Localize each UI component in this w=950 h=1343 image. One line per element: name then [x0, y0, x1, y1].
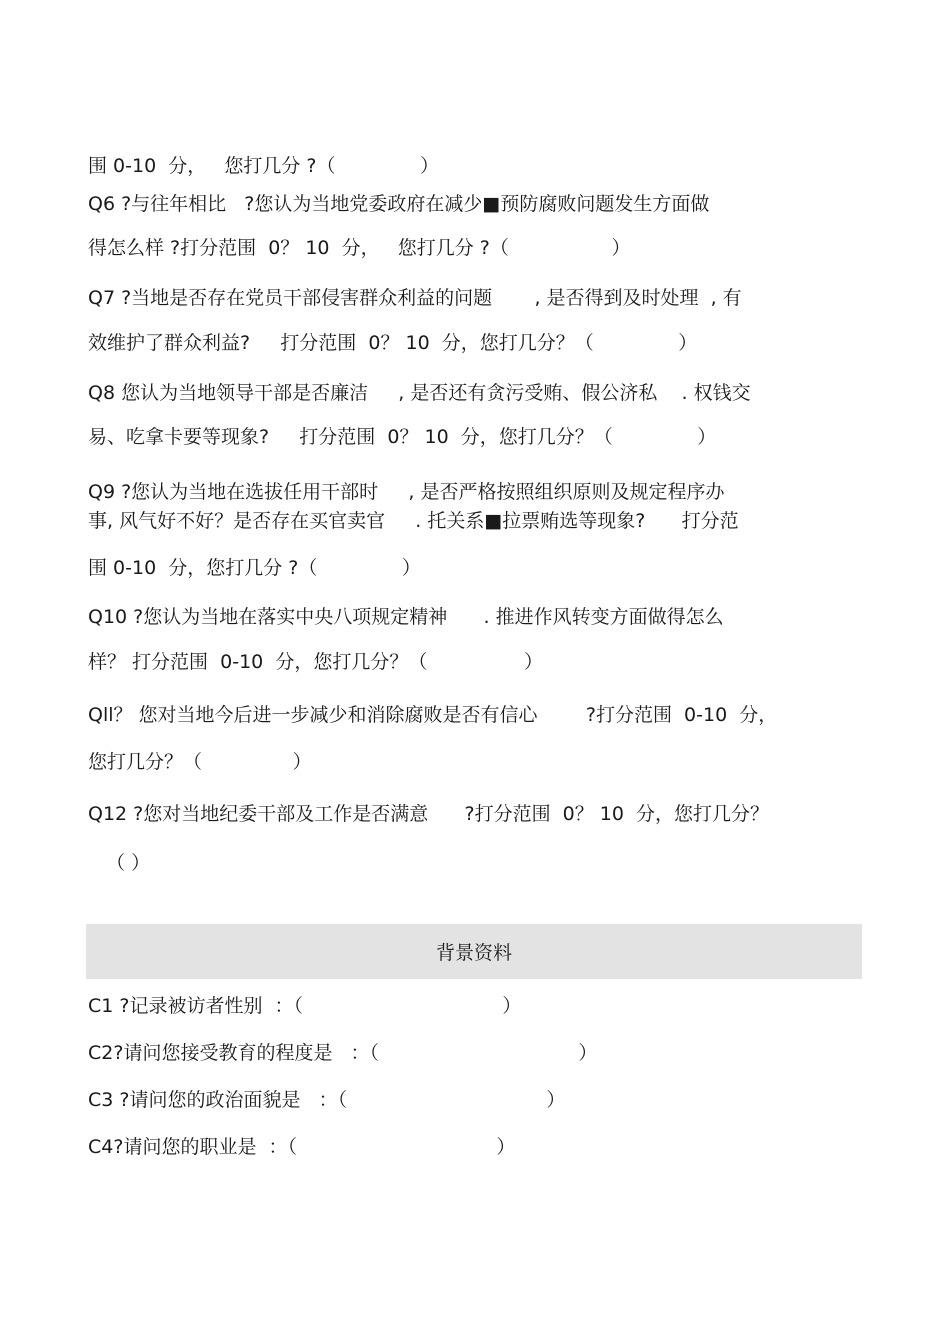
q12-line-1: Q12 ?您对当地纪委干部及工作是否满意 ?打分范围 0？ 10 分，您打几分？: [88, 803, 770, 825]
q8-line-1: Q8 您认为当地领导干部是否廉洁 , 是否还有贪污受贿、假公济私 . 权钱交: [88, 382, 751, 404]
background-section-header: [86, 924, 862, 979]
q10-line-2: 样？ 打分范围 0-10 分，您打几分？（ ）: [88, 651, 543, 673]
q8-line-2: 易、吃拿卡要等现象? 打分范围 0？ 10 分，您打几分？（ ）: [88, 426, 717, 448]
c1-gender: C1 ?记录被访者性别 ：（ ）: [88, 995, 522, 1017]
q7-line-2: 效维护了群众利益? 打分范围 0？ 10 分，您打几分？（ ）: [88, 332, 698, 354]
q10-line-1: Q10 ?您认为当地在落实中央八项规定精神 . 推进作风转变方面做得怎么: [88, 606, 724, 628]
q11-line-2: 您打几分？（ ）: [88, 751, 312, 773]
q6-line-2: 得怎么样 ?打分范围 0？ 10 分， 您打几分 ?（ ）: [88, 237, 631, 259]
q7-line-1: Q7 ?当地是否存在党员干部侵害群众利益的问题 , 是否得到及时处理 , 有: [88, 287, 742, 309]
q9-line-1: Q9 ?您认为当地在选拔任用干部时 , 是否严格按照组织原则及规定程序办: [88, 481, 725, 503]
c4-occupation: C4?请问您的职业是 ：（ ）: [88, 1136, 516, 1158]
q12-line-2: （ ）: [88, 852, 151, 874]
q9-line-3: 围 0-10 分，您打几分 ?（ ）: [88, 557, 421, 579]
c3-political-status: C3 ?请问您的政治面貌是 ：（ ）: [88, 1089, 566, 1111]
q5-tail: 围 0-10 分， 您打几分 ?（ ）: [88, 155, 440, 177]
q11-line-1: Qll？ 您对当地今后进一步减少和消除腐败是否有信心 ?打分范围 0-10 分，: [88, 704, 778, 726]
q9-line-2: 事, 风气好不好？是否存在买官卖官 . 托关系■拉票贿选等现象? 打分范: [88, 510, 739, 532]
background-section-title: 背景资料: [435, 942, 512, 964]
q6-line-1: Q6 ?与往年相比 ?您认为当地党委政府在减少■预防腐败问题发生方面做: [88, 193, 710, 215]
c2-education: C2?请问您接受教育的程度是 ：（ ）: [88, 1042, 598, 1064]
